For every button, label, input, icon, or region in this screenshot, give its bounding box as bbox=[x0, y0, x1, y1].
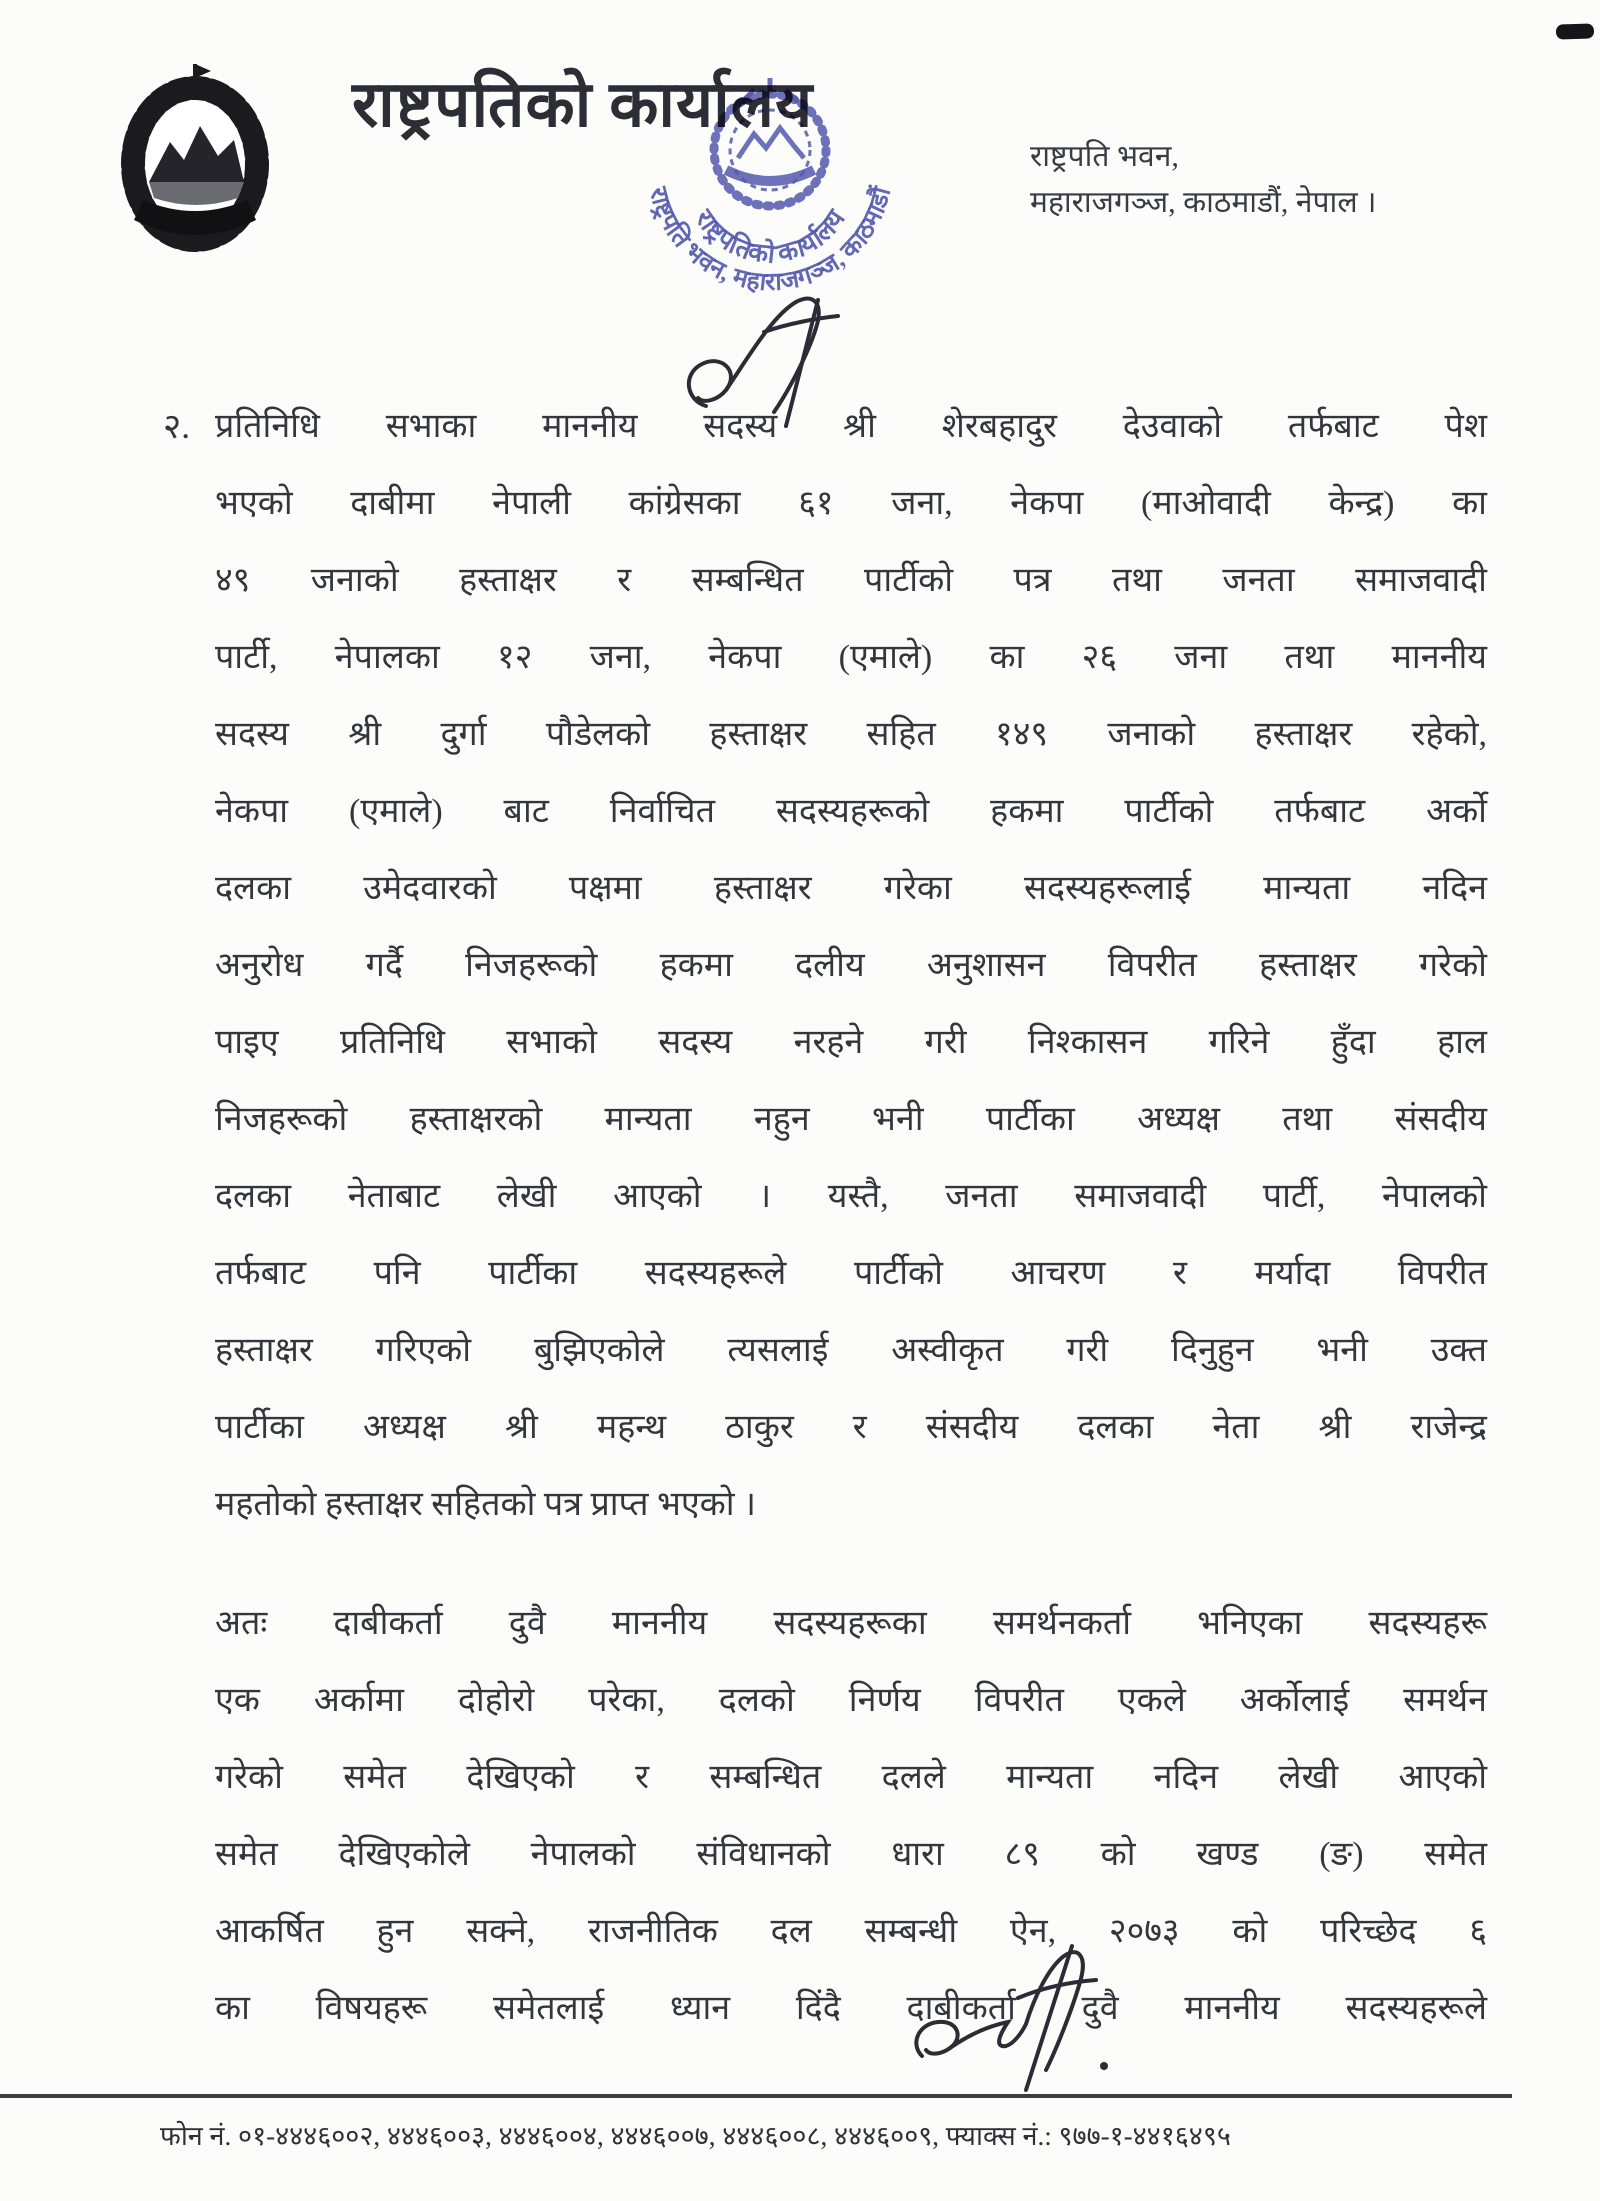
text-line: आकर्षित हुन सक्ने, राजनीतिक दल सम्बन्धी ऐन, २०७३ को परिच्छेद ६ bbox=[215, 1913, 1487, 1950]
scan-corner-mark bbox=[1556, 23, 1595, 39]
text-line: का विषयहरू समेतलाई ध्यान दिंदै दाबीकर्ता दुवै माननीय सदस्यहरूले bbox=[215, 1990, 1487, 2027]
text-line: पार्टीका अध्यक्ष श्री महन्थ ठाकुर र संसदीय दलका नेता श्री राजेन्द्र bbox=[215, 1409, 1487, 1446]
text-line: हस्ताक्षर गरिएको बुझिएकोले त्यसलाई अस्वीकृत गरी दिनुहुन भनी उक्त bbox=[215, 1332, 1487, 1369]
paragraph-1-lines bbox=[215, 388, 1487, 1543]
page-title: राष्ट्रपतिको कार्यालय bbox=[352, 69, 814, 140]
office-address bbox=[1030, 134, 1377, 226]
text-line: अनुरोध गर्दै निजहरूको हकमा दलीय अनुशासन विपरीत हस्ताक्षर गरेको bbox=[215, 947, 1487, 984]
text-line: दलका उमेदवारको पक्षमा हस्ताक्षर गरेका सदस्यहरूलाई मान्यता नदिन bbox=[215, 870, 1487, 907]
text-line: प्रतिनिधि सभाका माननीय सदस्य श्री शेरबहादुर देउवाको तर्फबाट पेश bbox=[215, 408, 1487, 445]
text-line: पार्टी, नेपालका १२ जना, नेकपा (एमाले) का २६ जना तथा माननीय bbox=[215, 639, 1487, 676]
footer-contact-info: फोन नं. ०१-४४४६००२, ४४४६००३, ४४४६००४, ४४४६००७, ४४४६००८, ४४४६००९, फ्याक्स नं.: ९७७-१-४४१६४९५ bbox=[160, 2121, 1231, 2151]
text-line: एक अर्कामा दोहोरो परेका, दलको निर्णय विपरीत एकले अर्कोलाई समर्थन bbox=[215, 1682, 1487, 1719]
text-line: तर्फबाट पनि पार्टीका सदस्यहरूले पार्टीको आचरण र मर्यादा विपरीत bbox=[215, 1255, 1487, 1292]
address-line-2: महाराजगञ्ज, काठमाडौं, नेपाल । bbox=[1030, 186, 1377, 219]
text-line: अतः दाबीकर्ता दुवै माननीय सदस्यहरूका समर्थनकर्ता भनिएका सदस्यहरू bbox=[215, 1605, 1487, 1642]
address-line-1: राष्ट्रपति भवन, bbox=[1030, 140, 1179, 173]
nepal-coat-of-arms-logo bbox=[104, 56, 286, 260]
president-office-seal-stamp bbox=[622, 38, 918, 334]
text-line: निजहरूको हस्ताक्षरको मान्यता नहुन भनी पार्टीका अध्यक्ष तथा संसदीय bbox=[215, 1101, 1487, 1138]
text-line: नेकपा (एमाले) बाट निर्वाचित सदस्यहरूको हकमा पार्टीको तर्फबाट अर्को bbox=[215, 793, 1487, 830]
text-line: समेत देखिएकोले नेपालको संविधानको धारा ८९ को खण्ड (ङ) समेत bbox=[215, 1836, 1487, 1873]
paragraph-2-claim-details bbox=[163, 388, 1487, 1543]
text-line: ४९ जनाको हस्ताक्षर र सम्बन्धित पार्टीको पत्र तथा जनता समाजवादी bbox=[215, 562, 1487, 599]
paragraph-2-lines bbox=[215, 1585, 1487, 2047]
text-line: गरेको समेत देखिएको र सम्बन्धित दलले मान्यता नदिन लेखी आएको bbox=[215, 1759, 1487, 1796]
seal-inner-text: राष्ट्रपतिको कार्यालय bbox=[689, 204, 851, 269]
seal-outer-text: राष्ट्रपति भवन, महाराजगञ्ज, काठमाडौं bbox=[643, 184, 897, 297]
footer-divider bbox=[0, 2094, 1512, 2098]
paragraph-number: २. bbox=[163, 407, 190, 446]
handwritten-signature-bottom bbox=[900, 1938, 1130, 2098]
text-line: महतोको हस्ताक्षर सहितको पत्र प्राप्त भएको । bbox=[215, 1486, 756, 1523]
text-line: सदस्य श्री दुर्गा पौडेलको हस्ताक्षर सहित १४९ जनाको हस्ताक्षर रहेको, bbox=[215, 716, 1487, 753]
text-line: पाइए प्रतिनिधि सभाको सदस्य नरहने गरी निश्कासन गरिने हुँदा हाल bbox=[215, 1024, 1487, 1061]
text-line: भएको दाबीमा नेपाली कांग्रेसका ६१ जना, नेकपा (माओवादी केन्द्र) का bbox=[215, 485, 1487, 522]
text-line: दलका नेताबाट लेखी आएको । यस्तै, जनता समाजवादी पार्टी, नेपालको bbox=[215, 1178, 1487, 1215]
paragraph-conclusion bbox=[215, 1585, 1487, 2047]
